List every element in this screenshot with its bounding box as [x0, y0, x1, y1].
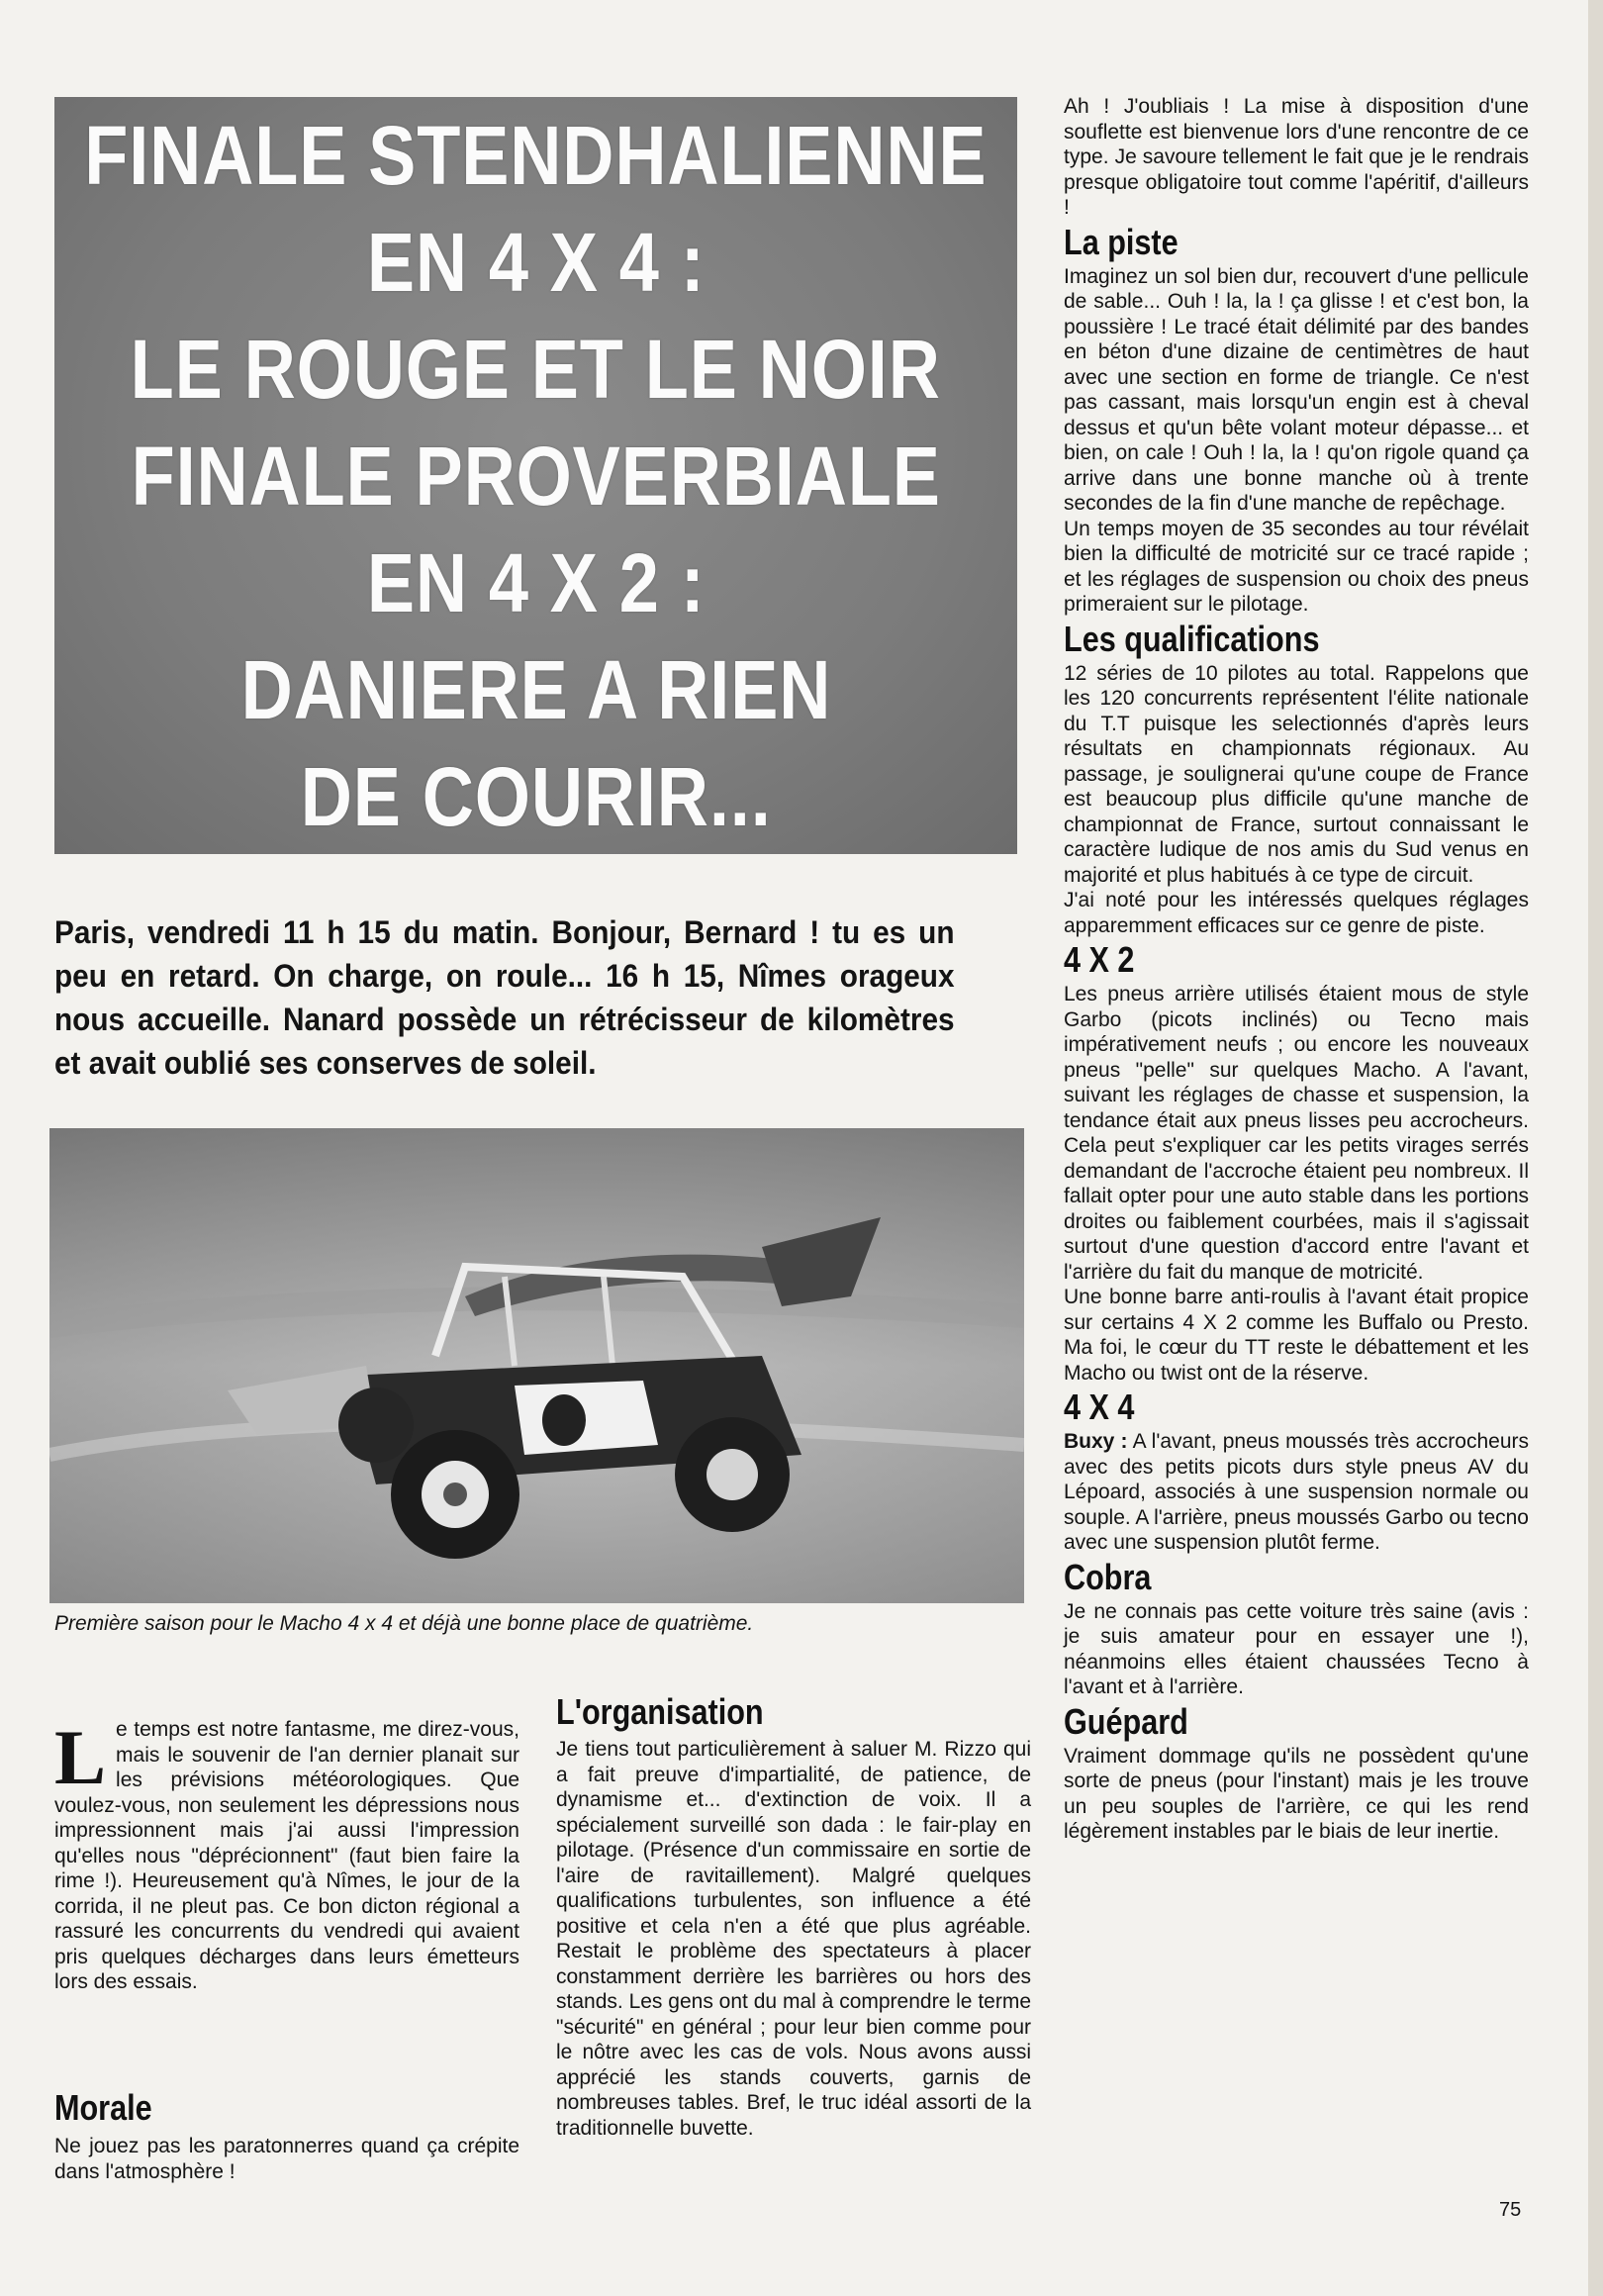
section-heading-qualifications: Les qualifications — [1064, 618, 1320, 659]
guepard-paragraph: Vraiment dommage qu'ils ne possèdent qu'une sorte de pneus (pour l'instant) mais je les trouve un peu souples de l'arrière, ce qui les rend légèrement instables par le biais de leur inertie. — [1064, 1744, 1529, 1843]
intro-paragraph: Paris, vendredi 11 h 15 du matin. Bonjour, Bernard ! tu es un peu en retard. On charge, on roule... 16 h 15, Nîmes orageux nous accueille. Nanard possède un rétrécisseur de kilomètres et avait oublié ses conserves de soleil. — [54, 914, 955, 1081]
drop-cap: L — [54, 1714, 107, 1800]
right-column — [1064, 94, 1529, 1845]
4x2-paragraph: Une bonne barre anti-roulis à l'avant était propice sur certains 4 X 2 comme les Buffalo ou Presto. Ma foi, le cœur du TT reste le débattement et les Macho ou twist ont de la réserve. — [1064, 1286, 1529, 1385]
qualifications-paragraph: J'ai noté pour les intéressés quelques réglages apparemment efficaces sur ce genre de piste. — [1064, 889, 1529, 937]
title-line: FINALE STENDHALIENNE — [84, 108, 988, 202]
title-box — [54, 97, 1017, 854]
piste-paragraph: Un temps moyen de 35 secondes au tour révélait bien la difficulté de motricité sur ce tracé rapide ; et les réglages de suspension ou choix des pneus primeraient sur le pilotage. — [1064, 517, 1529, 616]
section-heading-organisation: L'organisation — [556, 1691, 764, 1732]
opening-paragraph-col3: Ah ! J'oubliais ! La mise à disposition d'une souflette est bienvenue lors d'une rencontre de ce type. Je savoure tellement le fait que je le rendrais presque obligatoire tout comme l'apéritif, d'ailleurs ! — [1064, 95, 1529, 219]
title-line: EN 4 X 4 : — [366, 215, 706, 309]
section-heading-4x2: 4 X 2 — [1064, 939, 1135, 980]
title-line: FINALE PROVERBIALE — [131, 429, 941, 523]
page-edge — [1588, 0, 1603, 2296]
opening-paragraph: e temps est notre fantasme, me direz-vous, mais le souvenir de l'an dernier planait sur les prévisions météorologiques. Que voulez-vous, non seulement les dépressions nous impressionnent mais j'ai aussi l'impression qu'elles nous "déprécionnent" (faut bien faire la rime !). Heureusement qu'à Nîmes, le jour de la corrida, il ne pleut pas. Ce bon dicton régional a rassuré les concurrents du vendredi qui avaient pris quelques décharges dans leurs émetteurs lors des essais. — [54, 1718, 519, 1993]
qualifications-paragraph: 12 séries de 10 pilotes au total. Rappelons que les 120 concurrents représentent l'élite nationale du T.T puisque les selectionnés d'après leurs résultats en championnats régionaux. Au passage, je soulignerai qu'une coupe de France est beaucoup plus difficile qu'une manche de championnat de France, surtout connaissant le caractère ludique de nos amis du Sud venus en majorité et plus habitués à ce type de circuit. — [1064, 661, 1529, 887]
4x2-paragraph: Les pneus arrière utilisés étaient mous de style Garbo (picots inclinés) ou Tecno mais impérativement neufs ; ou encore les nouveaux pneus "pelle" sur quelques Macho. A l'avant, suivant les réglages de chasse et suspension, la tendance était aux pneus lisses peu accrocheurs. Cela peut s'expliquer car les petits virages serrés demandant de l'accroche étaient peu nombreux. Il fallait opter pour une auto stable dans les portions droites ou faiblement courbées, mais il s'agissait surtout d'une question d'accord entre l'avant et l'arrière du fait du manque de motricité. — [1064, 983, 1529, 1284]
section-heading-guepard: Guépard — [1064, 1700, 1188, 1742]
piste-paragraph: Imaginez un sol bien dur, recouvert d'une pellicule de sable... Ouh ! la, la ! ça glisse ! et c'est bon, la poussière ! Le tracé était délimité par des bandes en béton d'une dizaine de centimètres de haut avec une section en forme de triangle. Ce n'est pas cassant, mais lorsqu'un engin est à cheval dessus et qu'un bête volant moteur dépasse... et bien, on cale ! Ouh ! la, la ! qu'on rigole quand ça arrive dans une bonne manche où à trente secondes de la fin d'une manche de repêchage. — [1064, 264, 1529, 515]
buxy-label: Buxy : — [1064, 1430, 1128, 1453]
section-heading-morale: Morale — [54, 2087, 152, 2128]
title-line: EN 4 X 2 : — [366, 535, 706, 629]
title-line: DANIERE A RIEN — [240, 642, 831, 736]
title-line: LE ROUGE ET LE NOIR — [130, 322, 942, 416]
section-heading-cobra: Cobra — [1064, 1556, 1152, 1597]
organisation-paragraph: Je tiens tout particulièrement à saluer M. Rizzo qui a fait preuve d'impartialité, de patience, de dynamisme et... d'extinction de voix. Il a spécialement surveillé son dada : le fair-play en pilotage. (Présence d'un commissaire en sortie de l'aire de ravitaillement). Malgré quelques qualifications turbulentes, son influence a été positive et cela n'en a été que plus agréable. Restait le problème des spectateurs à placer constamment derrière les barrières ou hors des stands. Les gens ont du mal à comprendre le terme "sécurité" en général ; pour leur bien comme pour le nôtre avec les cas de vols. Nous avons aussi apprécié les stands couverts, garnis de nombreuses tables. Bref, le truc idéal assorti de la traditionnelle buvette. — [556, 1738, 1031, 2140]
buxy-paragraph — [1064, 1429, 1529, 1556]
opening-column — [54, 1714, 519, 1995]
photo-caption: Première saison pour le Macho 4 x 4 et déjà une bonne place de quatrième. — [54, 1612, 754, 1635]
page-number: 75 — [1499, 2199, 1522, 2221]
cobra-paragraph: Je ne connais pas cette voiture très saine (avis : je suis amateur pour en essayer une !), néanmoins elles étaient chaussées Tecno à l'avant et à l'arrière. — [1064, 1599, 1529, 1698]
buxy-text: A l'avant, pneus moussés très accrocheurs avec des petits picots durs style pneus AV du Lépoard, associés à une suspension normale ou souple. A l'arrière, pneus moussés Garbo ou tecno avec une suspension plutôt ferme. — [1064, 1430, 1530, 1554]
buggy-photo — [49, 1128, 1024, 1603]
morale-paragraph: Ne jouez pas les paratonnerres quand ça crépite dans l'atmosphère ! — [54, 2135, 519, 2183]
section-heading-piste: La piste — [1064, 221, 1179, 262]
title-line: DE COURIR... — [300, 749, 772, 843]
section-heading-4x4: 4 X 4 — [1064, 1387, 1135, 1427]
